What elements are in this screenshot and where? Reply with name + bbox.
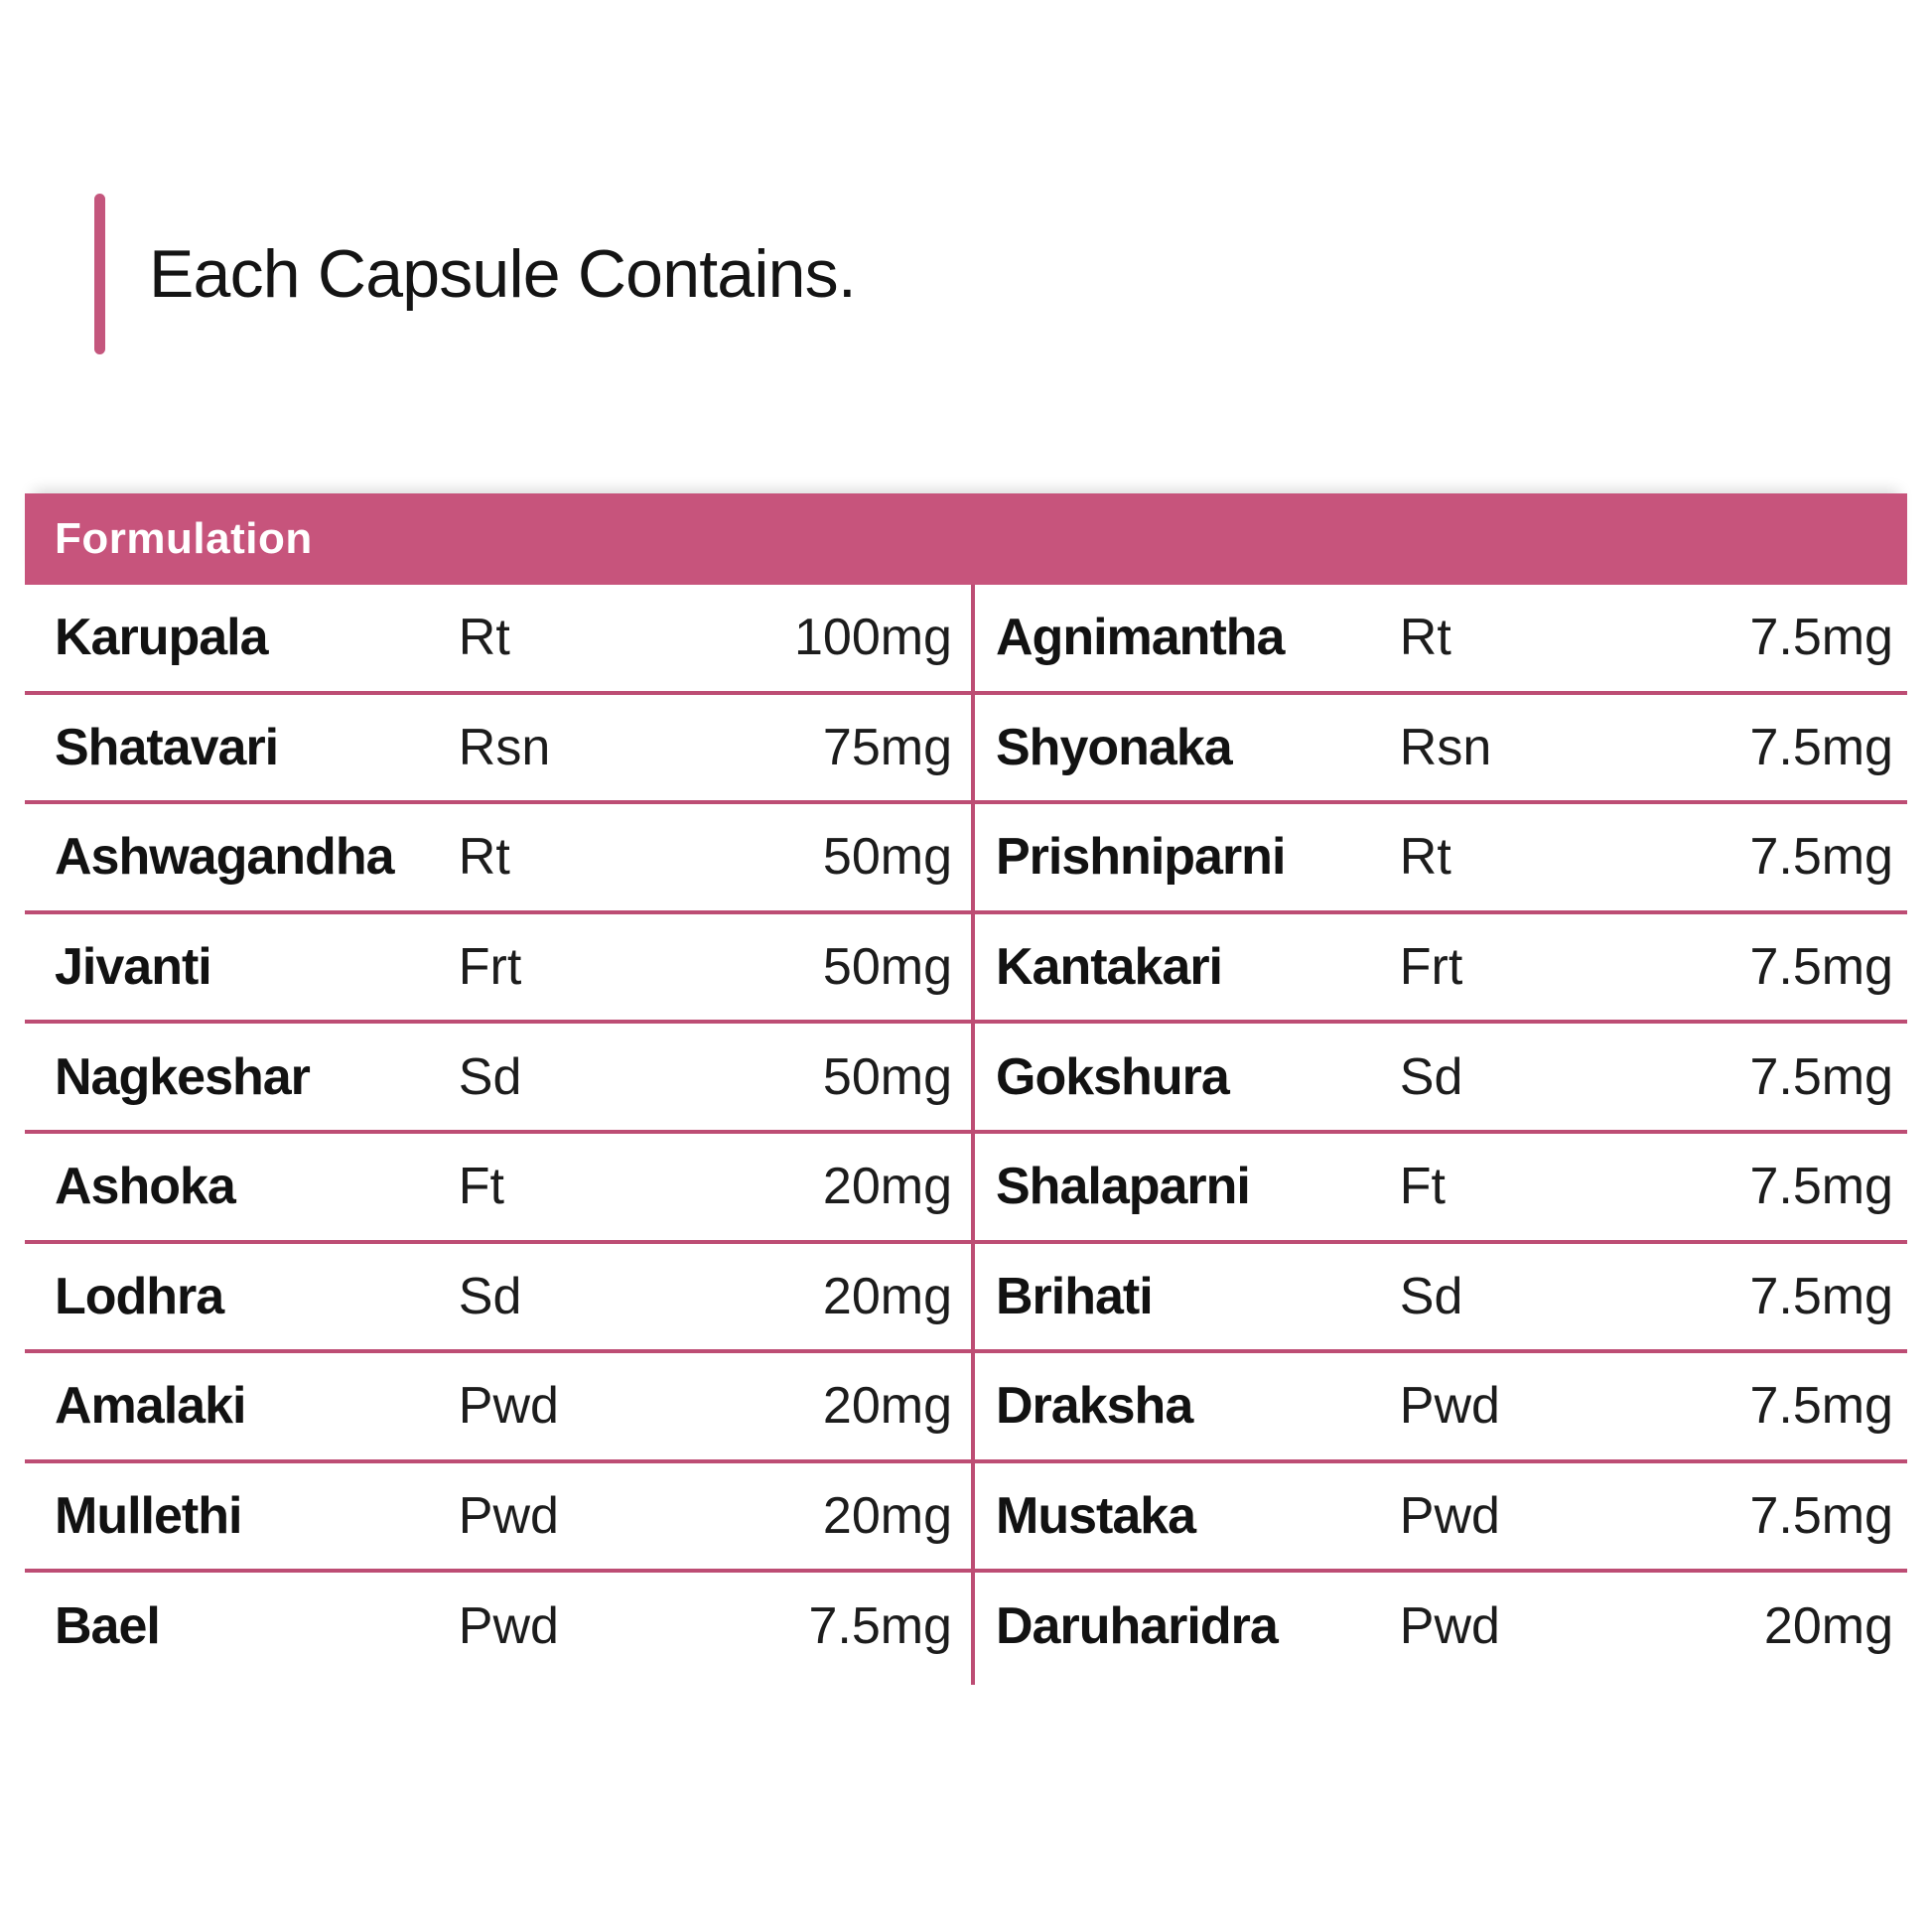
table-row-left: [25, 1573, 966, 1679]
ingredient-name: Mullethi: [55, 1487, 242, 1546]
ingredient-name: Ashwagandha: [55, 828, 394, 887]
ingredient-name: Shyonaka: [996, 718, 1232, 776]
table-row-left: [25, 1134, 966, 1240]
table-row-left: [25, 1463, 966, 1570]
ingredient-amount: 7.5mg: [1749, 609, 1893, 667]
table-row: [25, 914, 1907, 1025]
table-row: [25, 1244, 1907, 1354]
ingredient-amount: 100mg: [793, 609, 952, 667]
ingredient-amount: 7.5mg: [1749, 1047, 1893, 1106]
page-title: Each Capsule Contains.: [149, 236, 856, 312]
table-row-left: [25, 1244, 966, 1350]
ingredient-name: Mustaka: [996, 1487, 1196, 1546]
ingredient-part: Rt: [458, 609, 510, 667]
ingredient-amount: 20mg: [822, 1267, 952, 1325]
ingredient-part: Sd: [458, 1267, 522, 1325]
ingredient-part: Rt: [1399, 609, 1451, 667]
ingredient-name: Daruharidra: [996, 1596, 1278, 1655]
title-block: [94, 194, 856, 354]
table-header-band: [25, 493, 1907, 585]
ingredient-amount: 7.5mg: [1749, 828, 1893, 887]
ingredient-amount: 7.5mg: [1749, 1267, 1893, 1325]
ingredient-amount: 75mg: [822, 718, 952, 776]
ingredient-amount: 7.5mg: [1749, 1158, 1893, 1216]
table-row-left: [25, 695, 966, 801]
ingredient-name: Brihati: [996, 1267, 1153, 1325]
ingredient-amount: 7.5mg: [1749, 1487, 1893, 1546]
ingredient-part: Pwd: [1399, 1596, 1500, 1655]
ingredient-name: Gokshura: [996, 1047, 1229, 1106]
ingredient-name: Prishniparni: [996, 828, 1286, 887]
table-row: [25, 1463, 1907, 1574]
ingredient-name: Lodhra: [55, 1267, 224, 1325]
ingredient-part: Pwd: [458, 1487, 559, 1546]
ingredient-part: Pwd: [1399, 1377, 1500, 1436]
ingredient-amount: 20mg: [822, 1158, 952, 1216]
ingredient-name: Amalaki: [55, 1377, 246, 1436]
table-row-right: [966, 1353, 1907, 1459]
ingredient-name: Bael: [55, 1596, 160, 1655]
ingredient-name: Jivanti: [55, 938, 211, 997]
ingredient-part: Frt: [1399, 938, 1463, 997]
table-row-right: [966, 1134, 1907, 1240]
ingredient-name: Kantakari: [996, 938, 1222, 997]
ingredient-amount: 50mg: [822, 1047, 952, 1106]
ingredient-part: Pwd: [458, 1377, 559, 1436]
ingredient-name: Ashoka: [55, 1158, 235, 1216]
table-row: [25, 1353, 1907, 1463]
ingredient-part: Rsn: [1399, 718, 1492, 776]
table-row-right: [966, 914, 1907, 1021]
ingredient-name: Shalaparni: [996, 1158, 1250, 1216]
table-row-right: [966, 695, 1907, 801]
table-row-right: [966, 1463, 1907, 1570]
table-row-right: [966, 1024, 1907, 1130]
ingredient-part: Frt: [458, 938, 522, 997]
ingredient-part: Ft: [458, 1158, 505, 1216]
ingredient-amount: 7.5mg: [1749, 938, 1893, 997]
ingredient-part: Rt: [1399, 828, 1451, 887]
table-row: [25, 585, 1907, 695]
formulation-table: [25, 493, 1907, 1679]
table-row-left: [25, 804, 966, 910]
ingredient-amount: 20mg: [822, 1487, 952, 1546]
ingredient-name: Nagkeshar: [55, 1047, 310, 1106]
ingredient-amount: 20mg: [1763, 1596, 1893, 1655]
ingredient-part: Sd: [458, 1047, 522, 1106]
table-row-right: [966, 804, 1907, 910]
ingredient-part: Sd: [1399, 1047, 1463, 1106]
ingredient-part: Sd: [1399, 1267, 1463, 1325]
ingredient-part: Rsn: [458, 718, 551, 776]
table-row-left: [25, 1353, 966, 1459]
ingredient-amount: 50mg: [822, 828, 952, 887]
table-row-right: [966, 1244, 1907, 1350]
title-accent-bar: [94, 194, 105, 354]
ingredient-name: Draksha: [996, 1377, 1193, 1436]
ingredient-amount: 7.5mg: [808, 1596, 952, 1655]
ingredient-part: Rt: [458, 828, 510, 887]
table-row-right: [966, 1573, 1907, 1679]
table-row-right: [966, 585, 1907, 691]
ingredient-amount: 20mg: [822, 1377, 952, 1436]
table-row: [25, 1573, 1907, 1679]
table-row-left: [25, 1024, 966, 1130]
ingredient-name: Karupala: [55, 609, 268, 667]
ingredient-name: Shatavari: [55, 718, 279, 776]
table-row: [25, 1134, 1907, 1244]
ingredient-name: Agnimantha: [996, 609, 1285, 667]
table-header-label: Formulation: [55, 514, 313, 563]
table-body: [25, 585, 1907, 1679]
table-row: [25, 804, 1907, 914]
ingredient-amount: 7.5mg: [1749, 718, 1893, 776]
ingredient-amount: 50mg: [822, 938, 952, 997]
ingredient-part: Ft: [1399, 1158, 1447, 1216]
ingredient-part: Pwd: [1399, 1487, 1500, 1546]
table-row: [25, 1024, 1907, 1134]
table-column-divider: [971, 585, 975, 1685]
ingredient-part: Pwd: [458, 1596, 559, 1655]
ingredient-amount: 7.5mg: [1749, 1377, 1893, 1436]
table-row: [25, 695, 1907, 805]
table-row-left: [25, 585, 966, 691]
table-row-left: [25, 914, 966, 1021]
